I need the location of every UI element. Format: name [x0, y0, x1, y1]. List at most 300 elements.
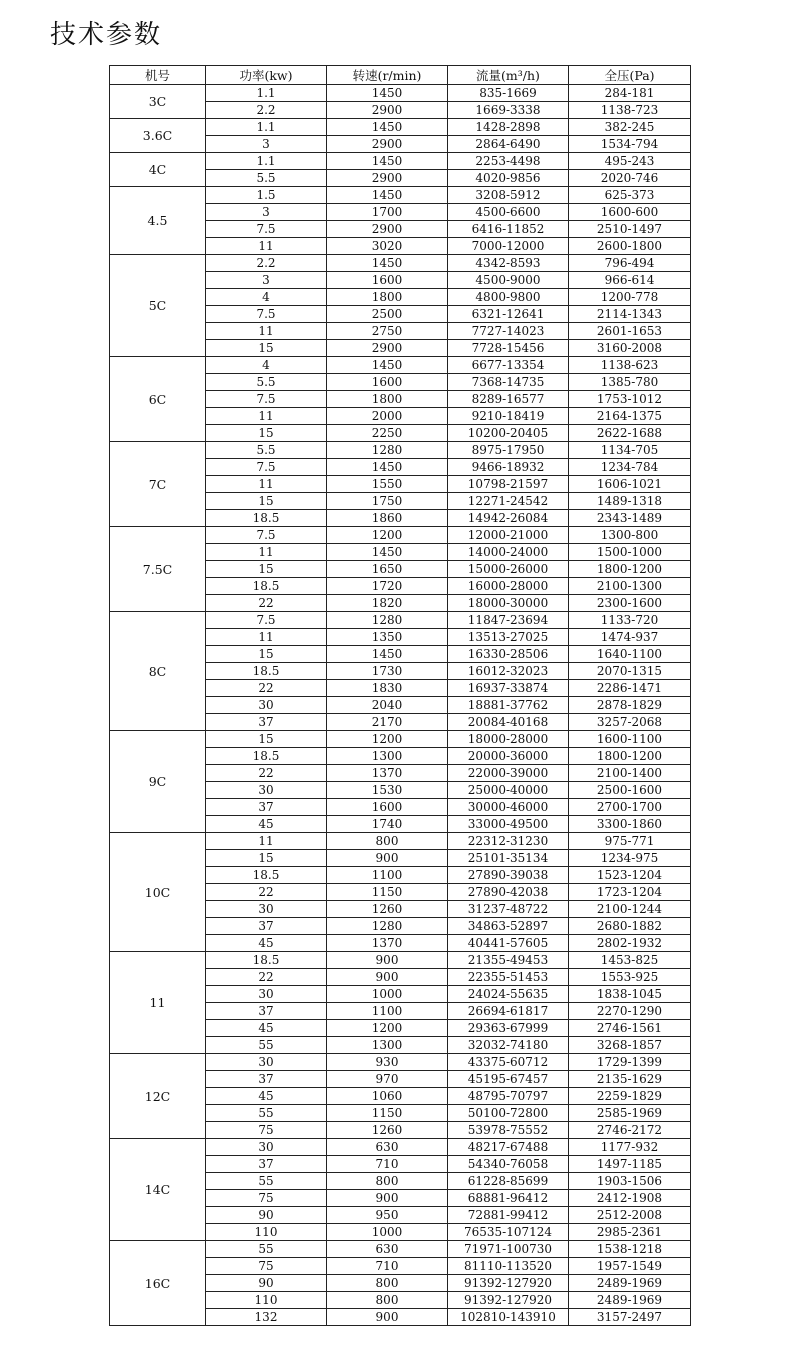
pressure-cell: 2135-1629 [569, 1071, 691, 1088]
power-cell: 11 [206, 544, 327, 561]
pressure-cell: 3160-2008 [569, 340, 691, 357]
pressure-cell: 1838-1045 [569, 986, 691, 1003]
header-pressure: 全压(Pa) [569, 66, 691, 85]
pressure-cell: 2746-2172 [569, 1122, 691, 1139]
speed-cell: 900 [327, 952, 448, 969]
power-cell: 7.5 [206, 612, 327, 629]
speed-cell: 710 [327, 1156, 448, 1173]
pressure-cell: 2746-1561 [569, 1020, 691, 1037]
speed-cell: 1280 [327, 612, 448, 629]
flow-cell: 72881-99412 [448, 1207, 569, 1224]
flow-cell: 21355-49453 [448, 952, 569, 969]
speed-cell: 1370 [327, 765, 448, 782]
pressure-cell: 2259-1829 [569, 1088, 691, 1105]
pressure-cell: 1300-800 [569, 527, 691, 544]
table-row [110, 1139, 691, 1156]
power-cell: 11 [206, 629, 327, 646]
speed-cell: 1150 [327, 884, 448, 901]
speed-cell: 1730 [327, 663, 448, 680]
pressure-cell: 2270-1290 [569, 1003, 691, 1020]
power-cell: 18.5 [206, 867, 327, 884]
power-cell: 15 [206, 561, 327, 578]
power-cell: 30 [206, 986, 327, 1003]
power-cell: 3 [206, 136, 327, 153]
flow-cell: 12271-24542 [448, 493, 569, 510]
pressure-cell: 2500-1600 [569, 782, 691, 799]
speed-cell: 1750 [327, 493, 448, 510]
model-cell: 4.5 [110, 187, 206, 255]
power-cell: 11 [206, 408, 327, 425]
model-cell: 16C [110, 1241, 206, 1326]
power-cell: 90 [206, 1207, 327, 1224]
flow-cell: 14000-24000 [448, 544, 569, 561]
pressure-cell: 1606-1021 [569, 476, 691, 493]
pressure-cell: 1500-1000 [569, 544, 691, 561]
power-cell: 15 [206, 646, 327, 663]
speed-cell: 1450 [327, 187, 448, 204]
power-cell: 15 [206, 340, 327, 357]
speed-cell: 2170 [327, 714, 448, 731]
flow-cell: 61228-85699 [448, 1173, 569, 1190]
flow-cell: 10798-21597 [448, 476, 569, 493]
power-cell: 11 [206, 238, 327, 255]
speed-cell: 1820 [327, 595, 448, 612]
power-cell: 37 [206, 799, 327, 816]
speed-cell: 630 [327, 1241, 448, 1258]
power-cell: 15 [206, 493, 327, 510]
table-row [110, 153, 691, 170]
speed-cell: 1600 [327, 272, 448, 289]
speed-cell: 1450 [327, 153, 448, 170]
pressure-cell: 1474-937 [569, 629, 691, 646]
pressure-cell: 1138-623 [569, 357, 691, 374]
pressure-cell: 1497-1185 [569, 1156, 691, 1173]
pressure-cell: 3157-2497 [569, 1309, 691, 1326]
power-cell: 18.5 [206, 748, 327, 765]
pressure-cell: 2510-1497 [569, 221, 691, 238]
pressure-cell: 1234-975 [569, 850, 691, 867]
model-cell: 5C [110, 255, 206, 357]
speed-cell: 1200 [327, 1020, 448, 1037]
flow-cell: 8975-17950 [448, 442, 569, 459]
pressure-cell: 2412-1908 [569, 1190, 691, 1207]
model-cell: 7.5C [110, 527, 206, 612]
spec-table-body [110, 85, 691, 1326]
table-row [110, 527, 691, 544]
pressure-cell: 284-181 [569, 85, 691, 102]
header-row [110, 66, 691, 85]
power-cell: 7.5 [206, 527, 327, 544]
speed-cell: 800 [327, 1292, 448, 1309]
flow-cell: 15000-26000 [448, 561, 569, 578]
speed-cell: 1100 [327, 1003, 448, 1020]
pressure-cell: 1200-778 [569, 289, 691, 306]
flow-cell: 4800-9800 [448, 289, 569, 306]
pressure-cell: 1138-723 [569, 102, 691, 119]
speed-cell: 2900 [327, 136, 448, 153]
pressure-cell: 966-614 [569, 272, 691, 289]
pressure-cell: 625-373 [569, 187, 691, 204]
pressure-cell: 1800-1200 [569, 748, 691, 765]
power-cell: 110 [206, 1292, 327, 1309]
power-cell: 75 [206, 1258, 327, 1275]
speed-cell: 1300 [327, 748, 448, 765]
speed-cell: 1150 [327, 1105, 448, 1122]
power-cell: 11 [206, 833, 327, 850]
power-cell: 18.5 [206, 510, 327, 527]
pressure-cell: 1903-1506 [569, 1173, 691, 1190]
flow-cell: 835-1669 [448, 85, 569, 102]
flow-cell: 53978-75552 [448, 1122, 569, 1139]
speed-cell: 2900 [327, 102, 448, 119]
power-cell: 11 [206, 476, 327, 493]
flow-cell: 71971-100730 [448, 1241, 569, 1258]
pressure-cell: 1729-1399 [569, 1054, 691, 1071]
flow-cell: 12000-21000 [448, 527, 569, 544]
flow-cell: 32032-74180 [448, 1037, 569, 1054]
flow-cell: 1669-3338 [448, 102, 569, 119]
flow-cell: 4500-6600 [448, 204, 569, 221]
flow-cell: 34863-52897 [448, 918, 569, 935]
flow-cell: 9466-18932 [448, 459, 569, 476]
pressure-cell: 975-771 [569, 833, 691, 850]
speed-cell: 970 [327, 1071, 448, 1088]
pressure-cell: 2700-1700 [569, 799, 691, 816]
power-cell: 4 [206, 289, 327, 306]
pressure-cell: 2070-1315 [569, 663, 691, 680]
power-cell: 5.5 [206, 442, 327, 459]
pressure-cell: 2100-1300 [569, 578, 691, 595]
speed-cell: 1830 [327, 680, 448, 697]
speed-cell: 1450 [327, 357, 448, 374]
model-cell: 4C [110, 153, 206, 187]
speed-cell: 1060 [327, 1088, 448, 1105]
speed-cell: 1450 [327, 255, 448, 272]
page-title: 技术参数 [50, 20, 163, 50]
speed-cell: 900 [327, 1309, 448, 1326]
flow-cell: 81110-113520 [448, 1258, 569, 1275]
pressure-cell: 2985-2361 [569, 1224, 691, 1241]
speed-cell: 800 [327, 833, 448, 850]
flow-cell: 27890-39038 [448, 867, 569, 884]
table-row [110, 357, 691, 374]
power-cell: 75 [206, 1190, 327, 1207]
table-row [110, 187, 691, 204]
flow-cell: 25101-35134 [448, 850, 569, 867]
table-row [110, 952, 691, 969]
pressure-cell: 1523-1204 [569, 867, 691, 884]
flow-cell: 2253-4498 [448, 153, 569, 170]
pressure-cell: 2489-1969 [569, 1275, 691, 1292]
power-cell: 110 [206, 1224, 327, 1241]
speed-cell: 1280 [327, 918, 448, 935]
speed-cell: 1280 [327, 442, 448, 459]
pressure-cell: 1234-784 [569, 459, 691, 476]
speed-cell: 2040 [327, 697, 448, 714]
flow-cell: 22312-31230 [448, 833, 569, 850]
flow-cell: 102810-143910 [448, 1309, 569, 1326]
flow-cell: 76535-107124 [448, 1224, 569, 1241]
pressure-cell: 2100-1244 [569, 901, 691, 918]
table-row [110, 731, 691, 748]
speed-cell: 1860 [327, 510, 448, 527]
speed-cell: 1720 [327, 578, 448, 595]
power-cell: 4 [206, 357, 327, 374]
pressure-cell: 1538-1218 [569, 1241, 691, 1258]
speed-cell: 1450 [327, 646, 448, 663]
speed-cell: 1350 [327, 629, 448, 646]
power-cell: 37 [206, 1003, 327, 1020]
speed-cell: 1450 [327, 544, 448, 561]
flow-cell: 48795-70797 [448, 1088, 569, 1105]
flow-cell: 7727-14023 [448, 323, 569, 340]
power-cell: 1.5 [206, 187, 327, 204]
pressure-cell: 2164-1375 [569, 408, 691, 425]
pressure-cell: 2878-1829 [569, 697, 691, 714]
flow-cell: 7368-14735 [448, 374, 569, 391]
pressure-cell: 2600-1800 [569, 238, 691, 255]
flow-cell: 45195-67457 [448, 1071, 569, 1088]
pressure-cell: 2585-1969 [569, 1105, 691, 1122]
speed-cell: 1450 [327, 119, 448, 136]
power-cell: 18.5 [206, 663, 327, 680]
model-cell: 3.6C [110, 119, 206, 153]
speed-cell: 900 [327, 1190, 448, 1207]
pressure-cell: 1133-720 [569, 612, 691, 629]
pressure-cell: 2343-1489 [569, 510, 691, 527]
flow-cell: 16330-28506 [448, 646, 569, 663]
pressure-cell: 2802-1932 [569, 935, 691, 952]
flow-cell: 68881-96412 [448, 1190, 569, 1207]
power-cell: 30 [206, 782, 327, 799]
flow-cell: 9210-18419 [448, 408, 569, 425]
pressure-cell: 1177-932 [569, 1139, 691, 1156]
model-cell: 9C [110, 731, 206, 833]
pressure-cell: 1800-1200 [569, 561, 691, 578]
table-row [110, 85, 691, 102]
pressure-cell: 2622-1688 [569, 425, 691, 442]
pressure-cell: 2286-1471 [569, 680, 691, 697]
spec-table [109, 65, 691, 1326]
power-cell: 1.1 [206, 85, 327, 102]
speed-cell: 1200 [327, 731, 448, 748]
pressure-cell: 2100-1400 [569, 765, 691, 782]
model-cell: 6C [110, 357, 206, 442]
speed-cell: 1260 [327, 1122, 448, 1139]
power-cell: 22 [206, 884, 327, 901]
flow-cell: 54340-76058 [448, 1156, 569, 1173]
pressure-cell: 1723-1204 [569, 884, 691, 901]
flow-cell: 48217-67488 [448, 1139, 569, 1156]
speed-cell: 2900 [327, 221, 448, 238]
flow-cell: 10200-20405 [448, 425, 569, 442]
pressure-cell: 1134-705 [569, 442, 691, 459]
power-cell: 3 [206, 272, 327, 289]
flow-cell: 6321-12641 [448, 306, 569, 323]
speed-cell: 3020 [327, 238, 448, 255]
flow-cell: 16937-33874 [448, 680, 569, 697]
model-cell: 3C [110, 85, 206, 119]
power-cell: 7.5 [206, 221, 327, 238]
power-cell: 45 [206, 1088, 327, 1105]
power-cell: 7.5 [206, 391, 327, 408]
power-cell: 1.1 [206, 153, 327, 170]
header-power: 功率(kw) [206, 66, 327, 85]
power-cell: 2.2 [206, 102, 327, 119]
speed-cell: 2000 [327, 408, 448, 425]
flow-cell: 6416-11852 [448, 221, 569, 238]
speed-cell: 1370 [327, 935, 448, 952]
model-cell: 11 [110, 952, 206, 1054]
model-cell: 8C [110, 612, 206, 731]
speed-cell: 1300 [327, 1037, 448, 1054]
model-cell: 10C [110, 833, 206, 952]
flow-cell: 91392-127920 [448, 1275, 569, 1292]
pressure-cell: 3257-2068 [569, 714, 691, 731]
power-cell: 55 [206, 1037, 327, 1054]
pressure-cell: 1600-1100 [569, 731, 691, 748]
flow-cell: 4020-9856 [448, 170, 569, 187]
flow-cell: 7728-15456 [448, 340, 569, 357]
flow-cell: 1428-2898 [448, 119, 569, 136]
power-cell: 5.5 [206, 170, 327, 187]
pressure-cell: 1489-1318 [569, 493, 691, 510]
power-cell: 30 [206, 697, 327, 714]
pressure-cell: 2601-1653 [569, 323, 691, 340]
power-cell: 5.5 [206, 374, 327, 391]
speed-cell: 1600 [327, 799, 448, 816]
speed-cell: 630 [327, 1139, 448, 1156]
flow-cell: 3208-5912 [448, 187, 569, 204]
pressure-cell: 2680-1882 [569, 918, 691, 935]
flow-cell: 18000-30000 [448, 595, 569, 612]
power-cell: 45 [206, 816, 327, 833]
power-cell: 55 [206, 1173, 327, 1190]
pressure-cell: 2114-1343 [569, 306, 691, 323]
flow-cell: 26694-61817 [448, 1003, 569, 1020]
model-cell: 7C [110, 442, 206, 527]
speed-cell: 1260 [327, 901, 448, 918]
power-cell: 37 [206, 1156, 327, 1173]
speed-cell: 2900 [327, 340, 448, 357]
speed-cell: 800 [327, 1275, 448, 1292]
speed-cell: 1530 [327, 782, 448, 799]
model-cell: 12C [110, 1054, 206, 1139]
header-flow: 流量(m³/h) [448, 66, 569, 85]
power-cell: 37 [206, 714, 327, 731]
table-row [110, 833, 691, 850]
flow-cell: 6677-13354 [448, 357, 569, 374]
flow-cell: 29363-67999 [448, 1020, 569, 1037]
table-row [110, 119, 691, 136]
speed-cell: 1450 [327, 85, 448, 102]
pressure-cell: 796-494 [569, 255, 691, 272]
pressure-cell: 2300-1600 [569, 595, 691, 612]
power-cell: 15 [206, 731, 327, 748]
flow-cell: 18881-37762 [448, 697, 569, 714]
power-cell: 37 [206, 1071, 327, 1088]
pressure-cell: 1534-794 [569, 136, 691, 153]
table-row [110, 1241, 691, 1258]
power-cell: 55 [206, 1241, 327, 1258]
flow-cell: 14942-26084 [448, 510, 569, 527]
pressure-cell: 382-245 [569, 119, 691, 136]
flow-cell: 20000-36000 [448, 748, 569, 765]
flow-cell: 24024-55635 [448, 986, 569, 1003]
table-row [110, 1054, 691, 1071]
table-row [110, 612, 691, 629]
speed-cell: 1100 [327, 867, 448, 884]
flow-cell: 16000-28000 [448, 578, 569, 595]
flow-cell: 27890-42038 [448, 884, 569, 901]
flow-cell: 18000-28000 [448, 731, 569, 748]
speed-cell: 2750 [327, 323, 448, 340]
speed-cell: 710 [327, 1258, 448, 1275]
power-cell: 11 [206, 323, 327, 340]
pressure-cell: 1640-1100 [569, 646, 691, 663]
speed-cell: 1000 [327, 1224, 448, 1241]
table-row [110, 442, 691, 459]
pressure-cell: 495-243 [569, 153, 691, 170]
power-cell: 30 [206, 1054, 327, 1071]
speed-cell: 1650 [327, 561, 448, 578]
speed-cell: 1800 [327, 289, 448, 306]
speed-cell: 1700 [327, 204, 448, 221]
speed-cell: 1740 [327, 816, 448, 833]
flow-cell: 33000-49500 [448, 816, 569, 833]
power-cell: 22 [206, 969, 327, 986]
power-cell: 22 [206, 765, 327, 782]
speed-cell: 1200 [327, 527, 448, 544]
power-cell: 55 [206, 1105, 327, 1122]
speed-cell: 1550 [327, 476, 448, 493]
pressure-cell: 2020-746 [569, 170, 691, 187]
power-cell: 22 [206, 680, 327, 697]
flow-cell: 20084-40168 [448, 714, 569, 731]
power-cell: 3 [206, 204, 327, 221]
power-cell: 45 [206, 1020, 327, 1037]
pressure-cell: 2512-2008 [569, 1207, 691, 1224]
flow-cell: 4500-9000 [448, 272, 569, 289]
speed-cell: 1000 [327, 986, 448, 1003]
power-cell: 37 [206, 918, 327, 935]
power-cell: 15 [206, 425, 327, 442]
header-model: 机号 [110, 66, 206, 85]
flow-cell: 25000-40000 [448, 782, 569, 799]
power-cell: 7.5 [206, 306, 327, 323]
speed-cell: 1600 [327, 374, 448, 391]
pressure-cell: 1753-1012 [569, 391, 691, 408]
power-cell: 45 [206, 935, 327, 952]
flow-cell: 7000-12000 [448, 238, 569, 255]
pressure-cell: 3300-1860 [569, 816, 691, 833]
flow-cell: 40441-57605 [448, 935, 569, 952]
header-speed: 转速(r/min) [327, 66, 448, 85]
flow-cell: 22000-39000 [448, 765, 569, 782]
pressure-cell: 1957-1549 [569, 1258, 691, 1275]
speed-cell: 900 [327, 969, 448, 986]
power-cell: 22 [206, 595, 327, 612]
power-cell: 7.5 [206, 459, 327, 476]
pressure-cell: 1600-600 [569, 204, 691, 221]
speed-cell: 1800 [327, 391, 448, 408]
speed-cell: 2500 [327, 306, 448, 323]
flow-cell: 91392-127920 [448, 1292, 569, 1309]
pressure-cell: 1453-825 [569, 952, 691, 969]
flow-cell: 4342-8593 [448, 255, 569, 272]
flow-cell: 43375-60712 [448, 1054, 569, 1071]
power-cell: 132 [206, 1309, 327, 1326]
